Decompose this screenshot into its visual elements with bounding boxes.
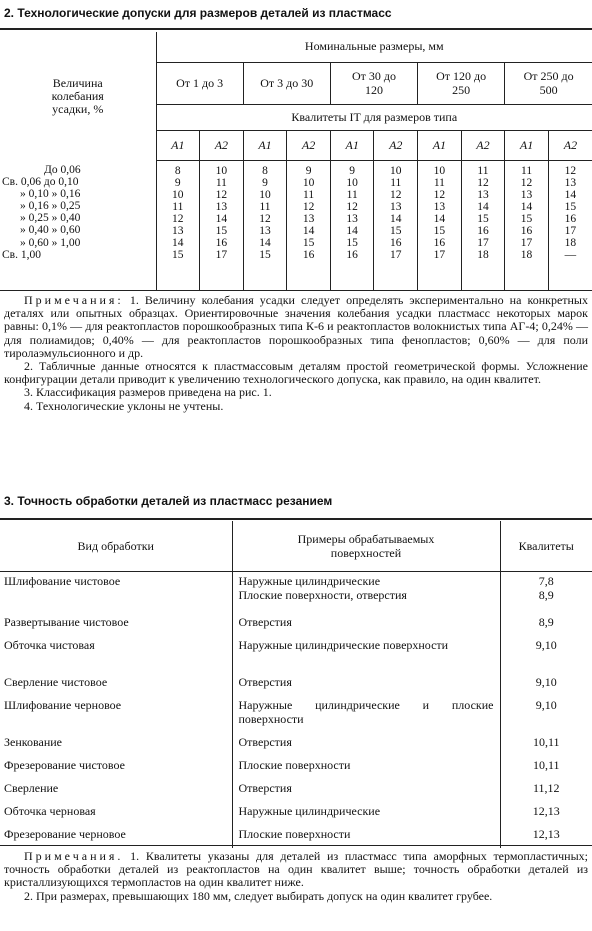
value-cell: 15: [477, 212, 489, 225]
quality-cell: [500, 572, 592, 613]
value-cell: 16: [302, 249, 315, 262]
value-cell: 12: [390, 188, 402, 201]
quality-cell-text: 9,10: [535, 637, 557, 652]
value-cell: 14: [564, 188, 577, 201]
table-row: [0, 673, 592, 696]
value-cell: 12: [215, 188, 228, 201]
range-cell: [418, 62, 505, 104]
value-cell: 9: [174, 176, 181, 189]
value-cell: 13: [477, 188, 489, 201]
examples-cell-text: Наружные цилиндрические Плоские поверхности, отверстия: [238, 574, 407, 602]
value-cell: 9: [349, 164, 356, 177]
quality-cell: [500, 733, 592, 756]
quality-cell-text: 7,8 8,9: [538, 574, 554, 602]
examples-header: Примеры обрабатываемых поверхностей: [232, 521, 500, 572]
range-cell: [243, 62, 330, 104]
value-cell: 15: [520, 212, 533, 225]
value-cell: 14: [433, 212, 446, 225]
shrinkage-header: Величина колебания усадки, %: [51, 75, 104, 116]
type-label: [461, 130, 505, 160]
examples-cell-text: Наружные цилиндрические: [238, 803, 381, 818]
value-cell: 17: [390, 249, 402, 262]
value-column: [200, 160, 244, 290]
op-header: Вид обработки: [0, 521, 232, 572]
table-row: [0, 613, 592, 636]
value-cell: 13: [520, 188, 533, 201]
examples-cell: [232, 636, 500, 673]
row-label: » 0,25 » 0,40: [20, 212, 81, 225]
operation-cell: [0, 802, 232, 825]
range-label: От 120 до 250: [436, 69, 487, 97]
examples-cell: [232, 696, 500, 733]
notes2: [4, 850, 588, 903]
value-cell: 11: [172, 200, 184, 213]
note1-2: 2. Табличные данные относятся к пластмассовым деталям простой геометрической формы. Усложнение конфигурации детали приводит к увеличению технологического допуска, как правило, на один квалитет.: [4, 359, 588, 387]
values-row: [0, 160, 592, 290]
type-label: [505, 130, 549, 160]
table2-title: 3. Точность обработки деталей из пластмасс резанием: [4, 494, 333, 508]
value-cell: 15: [302, 237, 315, 250]
examples-cell: [232, 733, 500, 756]
value-cell: 10: [390, 164, 402, 177]
operation-cell: [0, 779, 232, 802]
value-cell: 16: [477, 224, 489, 237]
qualities-col-header: Квалитеты: [500, 521, 592, 572]
type-label: [156, 130, 200, 160]
examples-cell-text: Отверстия: [238, 780, 292, 795]
machining-table: [0, 521, 592, 848]
operation-cell: [0, 572, 232, 613]
value-cell: 11: [390, 176, 402, 189]
value-column: [374, 160, 418, 290]
type-label-text: A1: [258, 137, 272, 152]
examples-cell-text: Плоские поверхности: [238, 757, 351, 772]
value-cell: 15: [564, 200, 577, 213]
type-label-text: A1: [432, 137, 447, 152]
tolerance-table: [0, 32, 592, 290]
row-label: До 0,06: [44, 164, 81, 176]
operation-cell: [0, 673, 232, 696]
value-cell: 11: [259, 200, 271, 213]
type-label-text: A1: [345, 137, 359, 152]
value-column: [418, 160, 462, 290]
value-column: [243, 160, 287, 290]
range-cell: [156, 62, 243, 104]
examples-cell: [232, 613, 500, 636]
examples-cell-text: Отверстия: [238, 734, 292, 749]
value-cell: 10: [346, 176, 358, 189]
quality-cell-text: 8,9: [538, 614, 554, 629]
value-cell: 14: [259, 237, 271, 250]
type-label-text: A2: [301, 137, 316, 152]
range-label: От 1 до 3: [176, 76, 224, 90]
value-cell: 12: [564, 164, 577, 177]
notes1-heading: Примечания:: [24, 293, 124, 307]
value-cell: 13: [390, 200, 402, 213]
operation-cell: [0, 733, 232, 756]
examples-cell: [232, 756, 500, 779]
range-label: От 30 до 120: [351, 69, 396, 97]
type-label-text: A2: [563, 137, 578, 152]
table-row: [0, 696, 592, 733]
value-column: [156, 160, 200, 290]
value-cell: 13: [259, 224, 271, 237]
quality-cell: [500, 756, 592, 779]
quality-cell: [500, 802, 592, 825]
operation-cell-text: Фрезерование черновое: [4, 826, 126, 841]
row-label: » 0,60 » 1,00: [20, 236, 81, 249]
type-label: [548, 130, 592, 160]
note1-1: 1. Величину колебания усадки следует определять экспериментально на конкретных деталях или опытных образцах. Ориентировочные значения колебания усадки пластмасс некоторых марок равны: 0,1% — для реактопластов порошкообразных типа К-6 и реактопластов волокнистых типа АГ-4; 0,24% — для полиамидов; 0,40% — для реактопластов порошкообразных типа фенопластов; 0,60% — для поли тиролаэмульсионного и др.: [4, 293, 588, 360]
qualities-header: Квалитеты IT для размеров типа: [156, 104, 592, 130]
value-cell: 15: [390, 224, 402, 237]
value-cell: 13: [215, 200, 228, 213]
value-cell: 12: [520, 176, 533, 189]
value-cell: 17: [564, 224, 577, 237]
type-label: [374, 130, 418, 160]
operation-cell-text: Фрезерование чистовое: [4, 757, 125, 772]
range-cell: [330, 62, 417, 104]
type-label-text: A2: [389, 137, 403, 152]
type-label-text: A1: [171, 137, 185, 152]
quality-cell-text: 10,11: [532, 734, 560, 749]
value-cell: 12: [302, 200, 315, 213]
row-label: Св. 0,06 до 0,10: [2, 176, 79, 189]
value-cell: 14: [390, 212, 402, 225]
value-cell: 11: [346, 188, 358, 201]
range-label: От 250 до 500: [523, 69, 574, 97]
operation-cell-text: Обточка чистовая: [4, 637, 95, 652]
value-cell: 14: [346, 224, 358, 237]
value-cell: 18: [520, 249, 533, 262]
note1-4: 4. Технологические уклоны не учтены.: [24, 398, 224, 413]
value-cell: 17: [215, 249, 228, 262]
type-label: [200, 130, 244, 160]
operation-cell-text: Сверление чистовое: [4, 674, 108, 689]
value-cell: 11: [521, 164, 533, 177]
operation-cell: [0, 756, 232, 779]
table1-title: 2. Технологические допуски для размеров деталей из пластмасс: [4, 6, 392, 20]
type-label-text: A2: [214, 137, 229, 152]
value-cell: 8: [262, 164, 268, 177]
quality-cell: [500, 636, 592, 673]
value-cell: 10: [259, 188, 271, 201]
nominal-sizes-header: Номинальные размеры, мм: [156, 32, 592, 62]
examples-cell: [232, 572, 500, 613]
operation-cell-text: Шлифование черновое: [4, 697, 122, 712]
value-cell: 13: [346, 212, 358, 225]
operation-cell-text: Сверление: [4, 780, 59, 795]
value-cell: 10: [433, 164, 446, 177]
notes2-heading: Примечания.: [24, 849, 124, 863]
notes1: [4, 294, 588, 413]
value-cell: 12: [172, 212, 184, 225]
type-label: [243, 130, 287, 160]
table-row: [0, 802, 592, 825]
table1-bottom-rule: [0, 290, 592, 291]
table-row: [0, 756, 592, 779]
table2-bottom-rule: [0, 845, 592, 846]
row-label: » 0,40 » 0,60: [20, 224, 81, 237]
range-cell: [505, 62, 592, 104]
value-column: [548, 160, 592, 290]
value-cell: 17: [520, 237, 533, 250]
note2-1: 1. Квалитеты указаны для деталей из пластмасс типа аморфных термопластичных; точность обработки деталей из реактопластов на один квалитет выше; точность обработки деталей из кристаллизующихся термопластов на один квалитет ниже.: [4, 849, 589, 890]
value-cell: 10: [302, 176, 315, 189]
value-cell: 15: [433, 224, 446, 237]
note2-2: 2. При размерах, превышающих 180 мм, следует выбирать допуск на один квалитет грубее.: [24, 888, 493, 903]
value-column: [505, 160, 549, 290]
operation-cell-text: Обточка черновая: [4, 803, 96, 818]
value-cell: 11: [215, 176, 227, 189]
value-cell: 14: [520, 200, 533, 213]
note1-3: 3. Классификация размеров приведена на рис. 1.: [24, 385, 272, 400]
type-label: [287, 130, 331, 160]
value-cell: 14: [302, 224, 315, 237]
value-cell: 16: [215, 237, 228, 250]
value-cell: 16: [390, 237, 402, 250]
examples-cell: [232, 802, 500, 825]
type-label: [418, 130, 462, 160]
value-column: [461, 160, 505, 290]
type-label-text: A1: [519, 137, 534, 152]
value-cell: 12: [259, 212, 271, 225]
value-cell: 13: [172, 224, 184, 237]
value-cell: 11: [477, 164, 489, 177]
value-cell: 12: [346, 200, 358, 213]
row-label: » 0,16 » 0,25: [20, 200, 81, 213]
quality-cell-text: 12,13: [532, 803, 560, 818]
examples-cell-text: Плоские поверхности: [238, 826, 351, 841]
row-label: Св. 1,00: [2, 248, 41, 261]
value-cell: 16: [520, 224, 533, 237]
quality-cell: [500, 696, 592, 733]
quality-cell: [500, 779, 592, 802]
value-column: [287, 160, 331, 290]
value-column: [330, 160, 374, 290]
value-cell: 15: [215, 224, 228, 237]
quality-cell-text: 12,13: [532, 826, 560, 841]
examples-cell-text: Наружные цилиндрические поверхности: [238, 637, 449, 652]
quality-cell: [500, 613, 592, 636]
value-cell: 18: [477, 249, 489, 262]
value-cell: 16: [433, 237, 446, 250]
value-cell: 8: [174, 164, 181, 177]
type-label-text: A2: [476, 137, 490, 152]
value-cell: 10: [215, 164, 228, 177]
quality-cell-text: 11,12: [532, 780, 560, 795]
quality-cell-text: 10,11: [532, 757, 560, 772]
value-cell: 14: [215, 212, 228, 225]
table-row: [0, 636, 592, 673]
value-cell: 15: [172, 249, 184, 262]
value-cell: 13: [564, 176, 577, 189]
examples-cell: [232, 673, 500, 696]
value-cell: 9: [305, 164, 312, 177]
row-labels: [0, 160, 156, 290]
operation-cell: [0, 636, 232, 673]
value-cell: 12: [433, 188, 446, 201]
quality-cell-text: 9,10: [535, 674, 557, 689]
value-cell: 15: [259, 249, 271, 262]
value-cell: 13: [302, 212, 315, 225]
value-cell: 17: [477, 237, 489, 250]
table-row: [0, 733, 592, 756]
table1-top-rule: [0, 28, 592, 30]
table-row: [0, 572, 592, 613]
value-cell: 14: [172, 237, 184, 250]
row-label: » 0,10 » 0,16: [20, 188, 81, 201]
operation-cell: [0, 613, 232, 636]
value-cell: 15: [346, 237, 358, 250]
value-cell: 9: [262, 176, 268, 189]
value-cell: 14: [477, 200, 489, 213]
quality-cell-text: 9,10: [535, 697, 557, 712]
operation-cell: [0, 696, 232, 733]
table2-top-rule: [0, 518, 592, 520]
operation-cell-text: Зенкование: [4, 734, 62, 749]
table-row: [0, 779, 592, 802]
operation-cell-text: Развертывание чистовое: [4, 614, 129, 629]
range-label: От 3 до 30: [260, 76, 314, 90]
value-cell: 11: [303, 188, 315, 201]
value-cell: 12: [477, 176, 489, 189]
value-cell: —: [564, 249, 577, 262]
value-cell: 18: [564, 237, 577, 250]
operation-cell-text: Шлифование чистовое: [4, 574, 121, 588]
quality-cell: [500, 673, 592, 696]
value-cell: 13: [433, 200, 446, 213]
examples-cell: [232, 779, 500, 802]
value-cell: 16: [346, 249, 358, 262]
value-cell: 17: [433, 249, 446, 262]
value-cell: 11: [433, 176, 445, 189]
value-cell: 16: [564, 212, 577, 225]
type-label: [330, 130, 374, 160]
value-cell: 10: [172, 188, 184, 201]
examples-cell-text: Наружные цилиндрические и плоские поверхности: [238, 697, 494, 726]
examples-cell-text: Отверстия: [238, 674, 292, 689]
examples-cell-text: Отверстия: [238, 614, 292, 629]
